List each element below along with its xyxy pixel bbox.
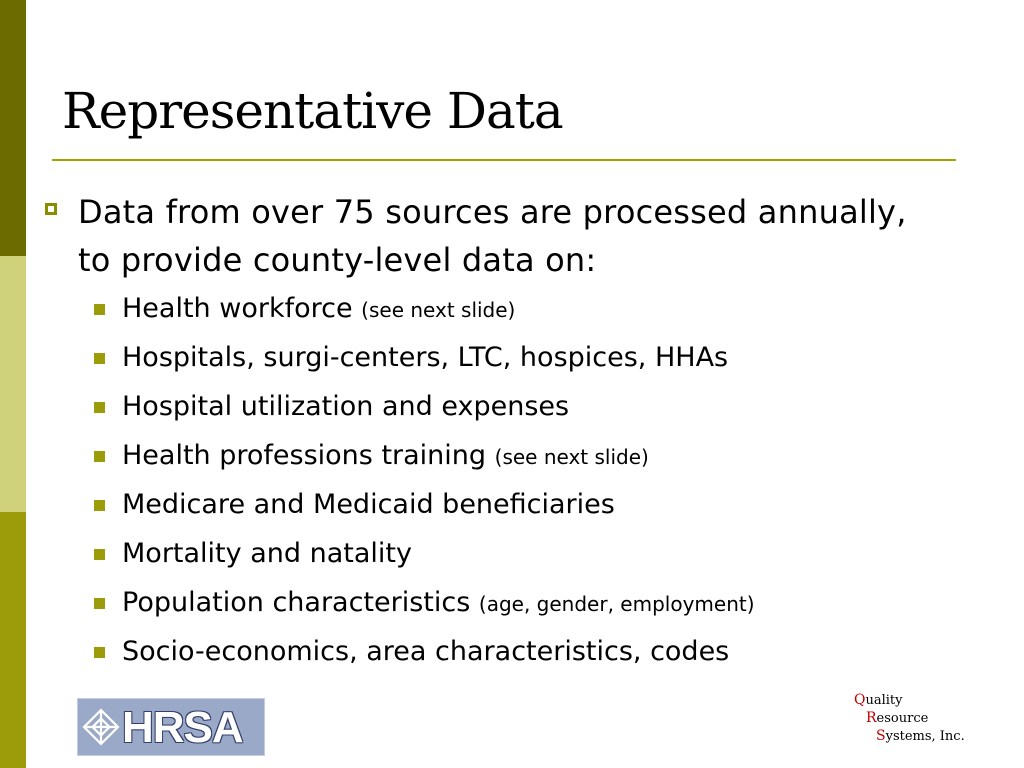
list-item-text: Hospitals, surgi-centers, LTC, hospices, HHAs: [122, 342, 729, 373]
list-item-text: Socio-economics, area characteristics, codes: [122, 636, 730, 667]
company-line-3: Systems, Inc.: [876, 728, 965, 744]
square-bullet-icon: [94, 402, 105, 413]
list-item-note: (see next slide): [494, 445, 649, 469]
list-item: [94, 433, 994, 482]
square-bullet-icon: [94, 549, 105, 560]
hrsa-logo: [77, 698, 265, 756]
square-bullet-icon: [94, 647, 105, 658]
list-item: [94, 384, 994, 433]
list-item: [94, 580, 994, 629]
list-item-text: Hospital utilization and expenses: [122, 391, 570, 422]
main-bullet: [45, 188, 945, 284]
title-divider: [52, 159, 956, 161]
square-bullet-icon: [94, 598, 105, 609]
square-bullet-icon: [94, 304, 105, 315]
list-item: [94, 531, 994, 580]
list-item-text: Population characteristics: [122, 587, 471, 618]
slide-title: Representative Data: [62, 82, 563, 140]
main-bullet-text: Data from over 75 sources are processed annually, to provide county-level data on:: [78, 193, 907, 279]
list-item: [94, 629, 994, 678]
square-bullet-icon: [94, 451, 105, 462]
list-item-text: Medicare and Medicaid beneficiaries: [122, 489, 615, 520]
sub-bullet-list: [94, 286, 994, 678]
side-bar-top: [0, 0, 26, 256]
hrsa-logo-text: HRSA: [122, 703, 243, 752]
company-line-1: Quality: [854, 692, 903, 708]
list-item-note: (see next slide): [361, 298, 516, 322]
company-line-2: Resource: [866, 710, 929, 726]
list-item-text: Health professions training: [122, 440, 487, 471]
list-item: [94, 286, 994, 335]
list-item-text: Mortality and natality: [122, 538, 412, 569]
hollow-square-bullet-icon: [45, 203, 57, 215]
square-bullet-icon: [94, 500, 105, 511]
side-bar-bottom: [0, 512, 26, 768]
list-item: [94, 482, 994, 531]
list-item: [94, 335, 994, 384]
side-bar-middle: [0, 256, 26, 512]
list-item-note: (age, gender, employment): [478, 592, 755, 616]
square-bullet-icon: [94, 353, 105, 364]
list-item-text: Health workforce: [122, 293, 353, 324]
